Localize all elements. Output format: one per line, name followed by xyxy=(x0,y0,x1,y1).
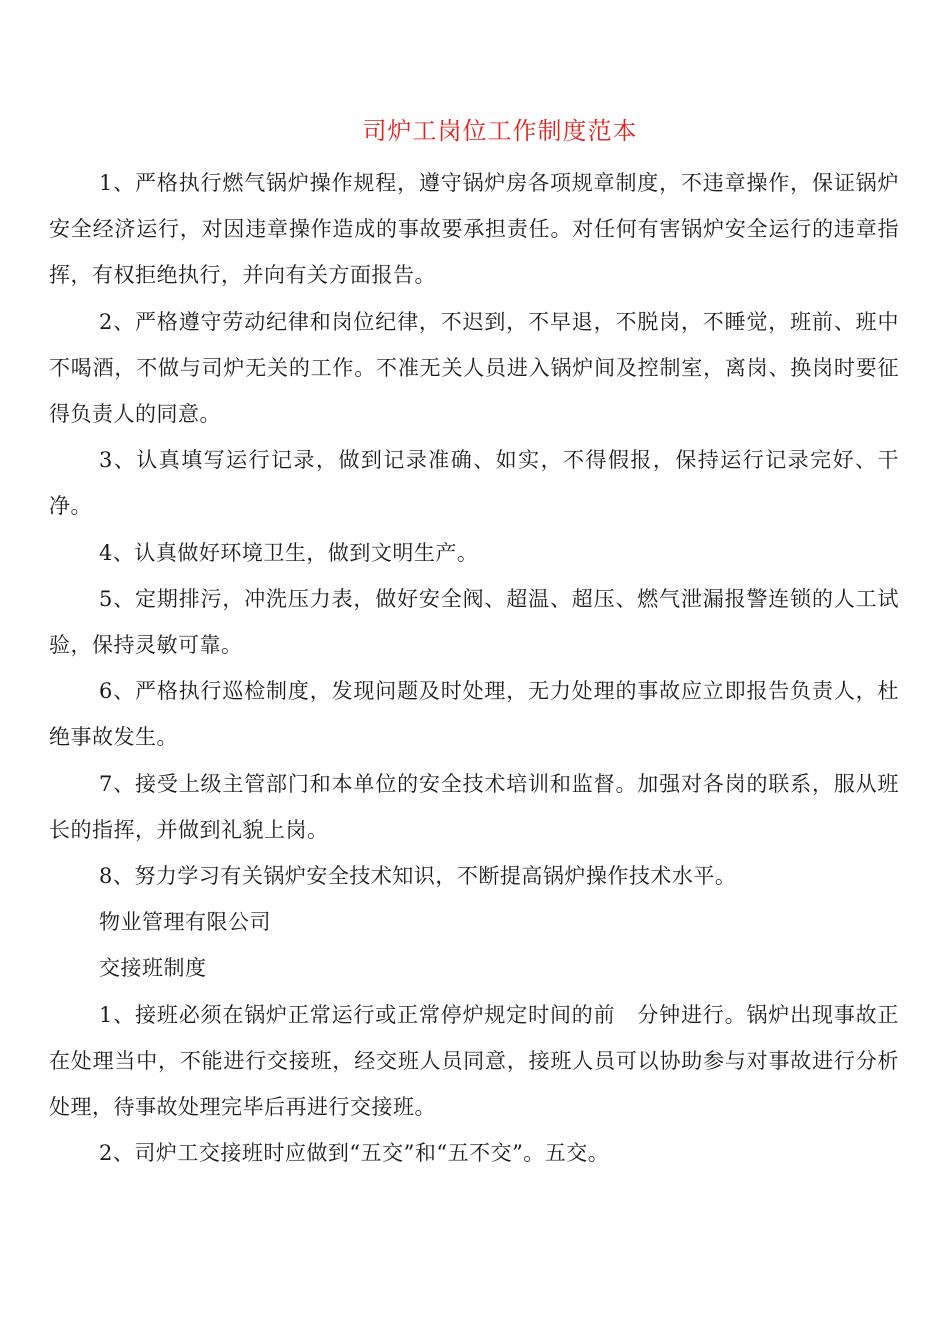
paragraph-rule-2: 2、严格遵守劳动纪律和岗位纪律，不迟到，不早退，不脱岗，不睡觉，班前、班中不喝酒，不做与司炉无关的工作。不准无关人员进入锅炉间及控制室，离岗、换岗时要征得负责人的同意。 xyxy=(49,309,899,427)
paragraph-rule-3: 3、认真填写运行记录，做到记录准确、如实，不得假报，保持运行记录完好、干净。 xyxy=(49,448,899,519)
document-title: 司炉工岗位工作制度范本 xyxy=(362,117,638,145)
document-body xyxy=(49,160,899,1176)
paragraph-rule-6: 6、严格执行巡检制度，发现问题及时处理，无力处理的事故应立即报告负责人，杜绝事故发生。 xyxy=(49,679,899,750)
paragraph-rule-4: 4、认真做好环境卫生，做到文明生产。 xyxy=(99,540,479,565)
paragraph-handover-1: 1、接班必须在锅炉正常运行或正常停炉规定时间的前 分钟进行。锅炉出现事故正在处理当中，不能进行交接班，经交班人员同意，接班人员可以协助参与对事故进行分析处理，待事故处理完毕后再进行交接班。 xyxy=(49,1002,899,1120)
company-name: 物业管理有限公司 xyxy=(99,910,271,935)
paragraph-rule-5: 5、定期排污，冲洗压力表，做好安全阀、超温、超压、燃气泄漏报警连锁的人工试验，保持灵敏可靠。 xyxy=(49,586,899,658)
paragraph-rule-8: 8、努力学习有关锅炉安全技术知识，不断提高锅炉操作技术水平。 xyxy=(99,864,737,889)
section-heading-shift-handover: 交接班制度 xyxy=(99,956,207,981)
paragraph-rule-7: 7、接受上级主管部门和本单位的安全技术培训和监督。加强对各岗的联系，服从班长的指挥，并做到礼貌上岗。 xyxy=(49,771,899,842)
paragraph-handover-2: 2、司炉工交接班时应做到“五交”和“五不交”。五交。 xyxy=(99,1141,610,1166)
paragraph-rule-1: 1、严格执行燃气锅炉操作规程，遵守锅炉房各项规章制度，不违章操作，保证锅炉安全经济运行，对因违章操作造成的事故要承担责任。对任何有害锅炉安全运行的违章指挥，有权拒绝执行，并向有关方面报告。 xyxy=(49,171,899,288)
